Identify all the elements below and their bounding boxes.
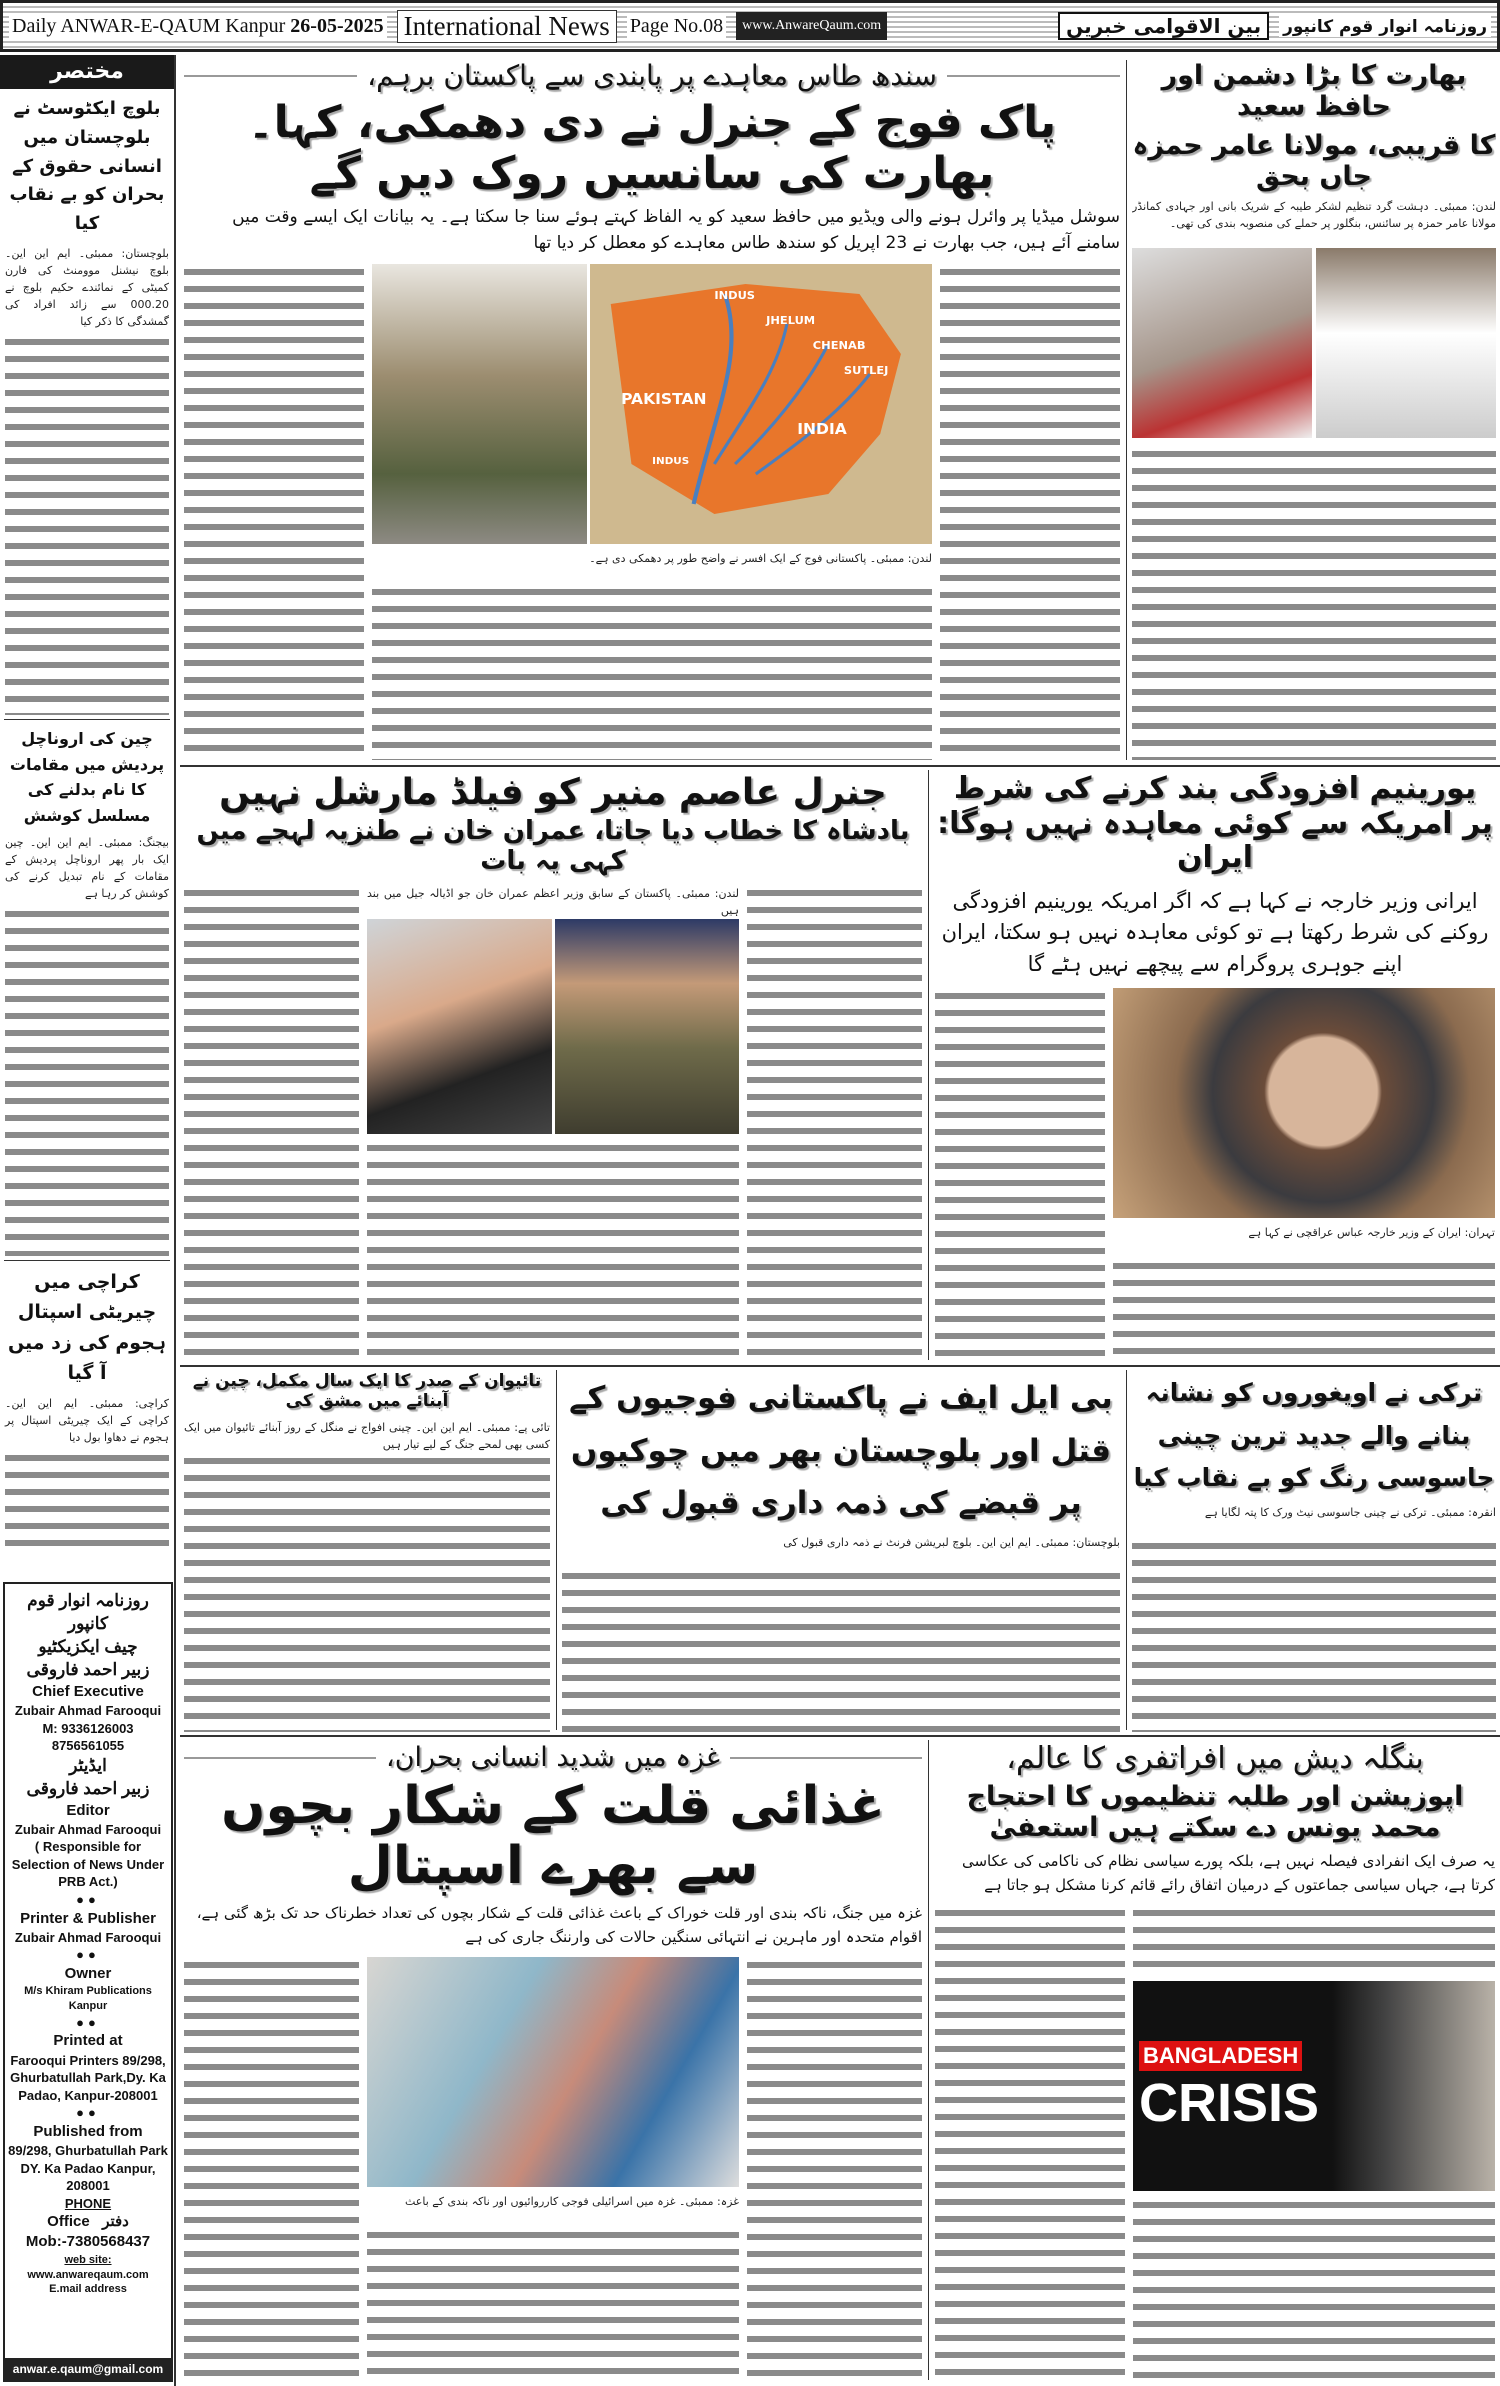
briefs-title: مختصر: [0, 55, 174, 89]
subhead: یہ صرف ایک انفرادی فیصلہ نہیں ہے، بلکہ پورے سیاسی نظام کی ناکامی کی عکاسی کرتا ہے، جہاں سیاسی جماعتوں کے درمیان اتفاق رائے قائم کرنا مشکل ہو جاتا ہے: [961, 1851, 1495, 1894]
paper-name: [9, 15, 387, 38]
map-label: INDUS: [714, 289, 756, 303]
column-rule: [556, 1370, 557, 1730]
brief-item: [0, 720, 174, 1260]
divider: [184, 1757, 376, 1759]
story-iran: [935, 772, 1495, 1362]
column-rule: [1126, 60, 1127, 760]
editor-label: Editor: [66, 1801, 110, 1819]
story-text-lines: [1133, 2197, 1495, 2382]
brief-text-lines: [5, 906, 169, 1256]
website-label: web site:: [64, 2253, 112, 2266]
headline: یورینیم افزودگی بند کرنے کی شرط پر امریکہ سے کوئی معاہدہ نہیں ہوگا: ایران: [937, 772, 1493, 875]
chief-exec-name: Zubair Ahmad Farooqui: [14, 1703, 162, 1718]
brief-item: [0, 89, 174, 719]
story-text-lines: [935, 988, 1105, 1362]
published-from-label: Published from: [33, 2122, 143, 2140]
photo-gaza-hospital: [367, 1957, 739, 2187]
editor-name-urdu: زبیر احمد فاروقی: [26, 1778, 150, 1798]
imprint-box: [3, 1582, 173, 2382]
subhead: ایرانی وزیر خارجہ نے کہا ہے کہ اگر امریکہ یورینیم افزودگی روکنے کی شرط رکھتا ہے تو کوئی معاہدہ نہیں ہو سکتا، ایران اپنے جوہری پروگرام سے پیچھے نہیں ہٹے گا: [941, 888, 1489, 976]
chief-exec-urdu: چیف ایکزیکٹیو: [38, 1636, 138, 1656]
story-text-lines: [372, 584, 932, 760]
story-text-lines: [1133, 1905, 1495, 1975]
subhead: سوشل میڈیا پر وائرل ہونے والی ویڈیو میں حافظ سعید کو یہ الفاظ کہتے ہوئے سنا جا سکتا ہے۔ یہ بیانات ایک ایسے وقت میں سامنے آئے ہیں، جب بھارت نے 23 اپریل کو سندھ طاس معاہدے کو معطل کر دیا تھا: [232, 207, 1120, 253]
office-mobile: Mob:-7380568437: [25, 2233, 151, 2251]
row-divider: [180, 765, 1500, 767]
story-text-lines: [747, 1957, 922, 2382]
printed-at-label: Printed at: [53, 2032, 123, 2050]
story-blf: [562, 1372, 1120, 1732]
story-lead: بلوچستان: ممبئی۔ ایم این این۔ بلوچ لبریشن فرنٹ نے ذمہ داری قبول کی: [783, 1536, 1120, 1550]
story-text-lines: [367, 1140, 739, 1362]
map-label: PAKISTAN: [621, 390, 707, 409]
subhead: غزہ میں جنگ، ناکہ بندی اور قلت خوراک کے باعث غذائی قلت کے شکار بچوں کی تعداد خطرناک حد تک بڑھ گئی ہے، اقوام متحدہ اور ماہرین نے انتہائی سنگین حالات کی وارننگ جاری کی ہے: [196, 1903, 922, 1946]
story-text-lines: [184, 885, 359, 1362]
story-lead: تائی پے: ممبئی۔ ایم این این۔ چینی افواج نے منگل کے روز آبنائے تائیوان میں ایک کسی بھی لمحے جنگ کے لیے تیار ہیں: [184, 1421, 550, 1452]
map-label: JHELUM: [766, 314, 816, 328]
map-label: INDUS: [652, 456, 690, 468]
story-lead: لندن: ممبئی۔ پاکستان کے سابق وزیر اعظم عمران خان جو اڈیالہ جیل میں بند ہیں: [367, 887, 739, 918]
center-block: [372, 264, 932, 760]
image-caption-bangladesh: BANGLADESH: [1139, 2041, 1302, 2071]
story-text-lines: [1132, 446, 1496, 760]
imprint-masthead: روزنامہ انوار قوم کانپور: [27, 1591, 149, 1633]
right-block: [1133, 1905, 1495, 2382]
story-lead: غزہ: ممبئی۔ غزہ میں اسرائیلی فوجی کارروائیوں اور ناکہ بندی کے باعث: [404, 2194, 739, 2208]
publication-address: 89/298, Ghurbatullah Park DY. Ka Padao Kanpur, 208001: [8, 2143, 168, 2194]
brief-headline: چین کی اروناچل پردیش میں مقامات کا نام بدلنے کی مسلسل کوشش: [0, 720, 174, 834]
story-text-lines: [935, 1905, 1125, 2382]
separator-dots: ●●: [76, 1891, 100, 1907]
story-pakistan: [184, 60, 1120, 760]
map-svg: [590, 264, 932, 544]
prb-note: ( Responsible for Selection of News Under PRB Act.): [11, 1839, 165, 1890]
mobile-2: 8756561055: [51, 1738, 125, 1754]
headline: تائیوان کے صدر کا ایک سال مکمل، چین نے آبنائے میں مشق کی: [192, 1372, 542, 1411]
paper-title: Daily ANWAR-E-QAUM Kanpur: [12, 14, 286, 37]
mobile-1: 9336126003: [61, 1720, 134, 1736]
photo-bangladesh-crisis: [1133, 1981, 1495, 2191]
column-rule: [928, 770, 929, 1360]
separator-dots: ●●: [76, 2014, 100, 2030]
story-munir: [184, 772, 922, 1362]
story-columns: [184, 885, 922, 1362]
kicker: بنگلہ دیش میں افراتفری کا عالم،: [1006, 1742, 1424, 1776]
brief-body: بلوچستان: ممبئی۔ ایم این این۔ بلوچ نیشنل موومنٹ کی فارن کمیٹی کے نمائندے حکیم بلوچ نے 000.20 سے زائد افراد کی گمشدگی کا ذکر کیا: [5, 246, 169, 328]
section-title: International News: [397, 10, 617, 43]
kicker: غزہ میں شدید انسانی بحران،: [385, 1742, 721, 1773]
story-photos: [1132, 248, 1496, 438]
headline: جنرل عاصم منیر کو فیلڈ مارشل نہیں: [219, 772, 887, 813]
page-header: [0, 0, 1500, 52]
editor-urdu: ایڈیٹر: [69, 1755, 107, 1775]
story-gaza: [184, 1742, 922, 2382]
separator-dots: ●●: [76, 1947, 100, 1963]
story-lead: لندن: ممبئی۔ پاکستانی فوج کے ایک افسر نے واضح طور پر دھمکی دی ہے۔: [589, 552, 932, 566]
separator-dots: ●●: [76, 2105, 100, 2121]
subhead: بادشاہ کا خطاب دیا جاتا، عمران خان نے طنزیہ لہجے میں کہی یہ بات: [196, 816, 910, 877]
kicker-row: [184, 60, 1120, 92]
story-text-lines: [184, 264, 364, 760]
phone-label: PHONE: [64, 2195, 112, 2211]
divider: [184, 75, 357, 77]
issue-date: 26-05-2025: [290, 14, 384, 37]
printer-publisher-name: Zubair Ahmad Farooqui: [14, 1929, 162, 1945]
story-text-lines: [747, 885, 922, 1362]
story-photos: [372, 264, 932, 544]
name-urdu: زبیر احمد فاروقی: [26, 1659, 150, 1679]
story-columns: [184, 1957, 922, 2382]
story-text-lines: [367, 2227, 739, 2382]
owner-name: M/s Khiram Publications Kanpur: [24, 1985, 152, 2012]
indus-map: [590, 264, 932, 544]
section-title-urdu: بین الاقوامی خبریں: [1058, 12, 1269, 40]
divider: [730, 1757, 922, 1759]
story-columns: [935, 1905, 1495, 2382]
email-label: E.mail address: [49, 2283, 127, 2296]
story-taiwan: [184, 1372, 550, 1732]
story-bangladesh: [935, 1742, 1495, 2382]
headline: بھارت کا بڑا دشمن اور حافظ سعید: [1161, 60, 1467, 123]
headline: اپوزیشن اور طلبہ تنظیموں کا احتجاج محمد یونس دے سکتے ہیں استعفیٰ: [966, 1780, 1464, 1843]
map-label: CHENAB: [812, 339, 866, 353]
headline-line2: کا قریبی، مولانا عامر حمزہ جاں بحق: [1132, 130, 1496, 193]
page-number: Page No.08: [627, 15, 726, 38]
brief-headline: کراچی میں چیریٹی اسپتال ہجوم کی زد میں آ گیا: [0, 1261, 174, 1395]
office-label: Office: [47, 2213, 90, 2231]
headline: ترکی نے اویغوروں کو نشانہ بنانے والے جدید ترین چینی جاسوسی رنگ کو بے نقاب کیا: [1133, 1378, 1495, 1492]
brief-headline: بلوچ ایکٹوسٹ نے بلوچستان میں انسانی حقوق کے بحران کو بے نقاب کیا: [0, 89, 174, 245]
story-lead: انقرہ: ممبئی۔ ترکی نے چینی جاسوسی نیٹ ورک کا پتہ لگایا ہے: [1204, 1505, 1496, 1519]
story-text-lines: [562, 1568, 1120, 1732]
printer-address: Farooqui Printers 89/298, Ghurbatullah Park,Dy. Ka Padao, Kanpur-208001: [10, 2052, 166, 2103]
story-turkey: [1132, 1372, 1496, 1732]
kicker: سندھ طاس معاہدے پر پابندی سے پاکستان برہم،: [367, 60, 937, 92]
story-text-lines: [1113, 1258, 1495, 1362]
headline: پاک فوج کے جنرل نے دی دھمکی، کہا۔ بھارت کی سانسیں روک دیں گے: [247, 97, 1057, 199]
office-label-urdu: دفتر: [102, 2213, 129, 2231]
column-rule: [928, 1740, 929, 2380]
story-saeed: [1132, 60, 1496, 760]
website-url[interactable]: www.anwareqaum.com: [27, 2268, 149, 2281]
story-columns: [184, 264, 1120, 760]
brief-text-lines: [5, 334, 169, 715]
story-photos: [367, 919, 739, 1134]
mobile-label: M:: [42, 1720, 58, 1736]
headline: بی ایل ایف نے پاکستانی فوجیوں کے قتل اور بلوچستان بھر میں چوکیوں پر قبضے کی ذمہ داری قبول کی: [569, 1380, 1113, 1522]
editor-name: Zubair Ahmad Farooqui: [14, 1821, 162, 1837]
website-link[interactable]: www.AnwareQaum.com: [736, 12, 887, 40]
divider: [947, 75, 1120, 77]
photo-officials: [372, 264, 587, 544]
brief-body: بیجنگ: ممبئی۔ ایم این این۔ چین ایک بار پھر اروناچل پردیش کے مقامات کے نام تبدیل کرنے کی کوشش کر رہا ہے: [5, 836, 169, 901]
center-block: [367, 1957, 739, 2382]
story-text-lines: [940, 264, 1120, 760]
image-caption-crisis: CRISIS: [1139, 2072, 1320, 2133]
story-columns: [935, 988, 1495, 1362]
headline: غذائی قلت کے شکار بچوں سے بھرے اسپتال: [221, 1776, 885, 1896]
photo-imran-khan: [367, 919, 552, 1134]
brief-body: کراچی: ممبئی۔ ایم این این۔ کراچی کے ایک چیریٹی اسپتال پر ہجوم نے دھاوا بول دیا: [5, 1396, 169, 1444]
story-lead: تہران: ایران کے وزیر خارجہ عباس عراقچی نے کہا ہے: [1248, 1226, 1495, 1239]
photo-asim-munir: [555, 919, 740, 1134]
masthead-urdu: روزنامہ انوار قوم کانپور: [1279, 16, 1491, 37]
row-divider: [180, 1365, 1500, 1367]
brief-text-lines: [5, 1450, 169, 1557]
photo-injured: [1132, 248, 1312, 438]
photo-cleric: [1316, 248, 1496, 438]
row-divider: [180, 1735, 1500, 1737]
kicker-row: [184, 1742, 922, 1773]
map-label: SUTLEJ: [843, 364, 889, 378]
chief-exec-label: Chief Executive: [32, 1682, 144, 1700]
center-block: [367, 885, 739, 1362]
map-label: INDIA: [797, 420, 847, 439]
photo-iran-minister: [1113, 988, 1495, 1218]
story-text-lines: [184, 1453, 550, 1732]
story-lead: لندن: ممبئی۔ دہشت گرد تنظیم لشکر طیبہ کے شریک بانی اور جہادی کمانڈر مولانا عامر حمزہ پر سائنس، بنگلور پر حملے کی منصوبہ بندی کی تھی۔: [1132, 200, 1496, 231]
story-text-lines: [184, 1957, 359, 2382]
printer-publisher-label: Printer & Publisher: [20, 1909, 156, 1927]
center-block: [1113, 988, 1495, 1362]
email-address[interactable]: anwar.e.qaum@gmail.com: [5, 2358, 171, 2380]
story-text-lines: [1132, 1538, 1496, 1733]
owner-label: Owner: [64, 1964, 112, 1982]
brief-item: [0, 1261, 174, 1561]
column-rule: [1126, 1370, 1127, 1730]
